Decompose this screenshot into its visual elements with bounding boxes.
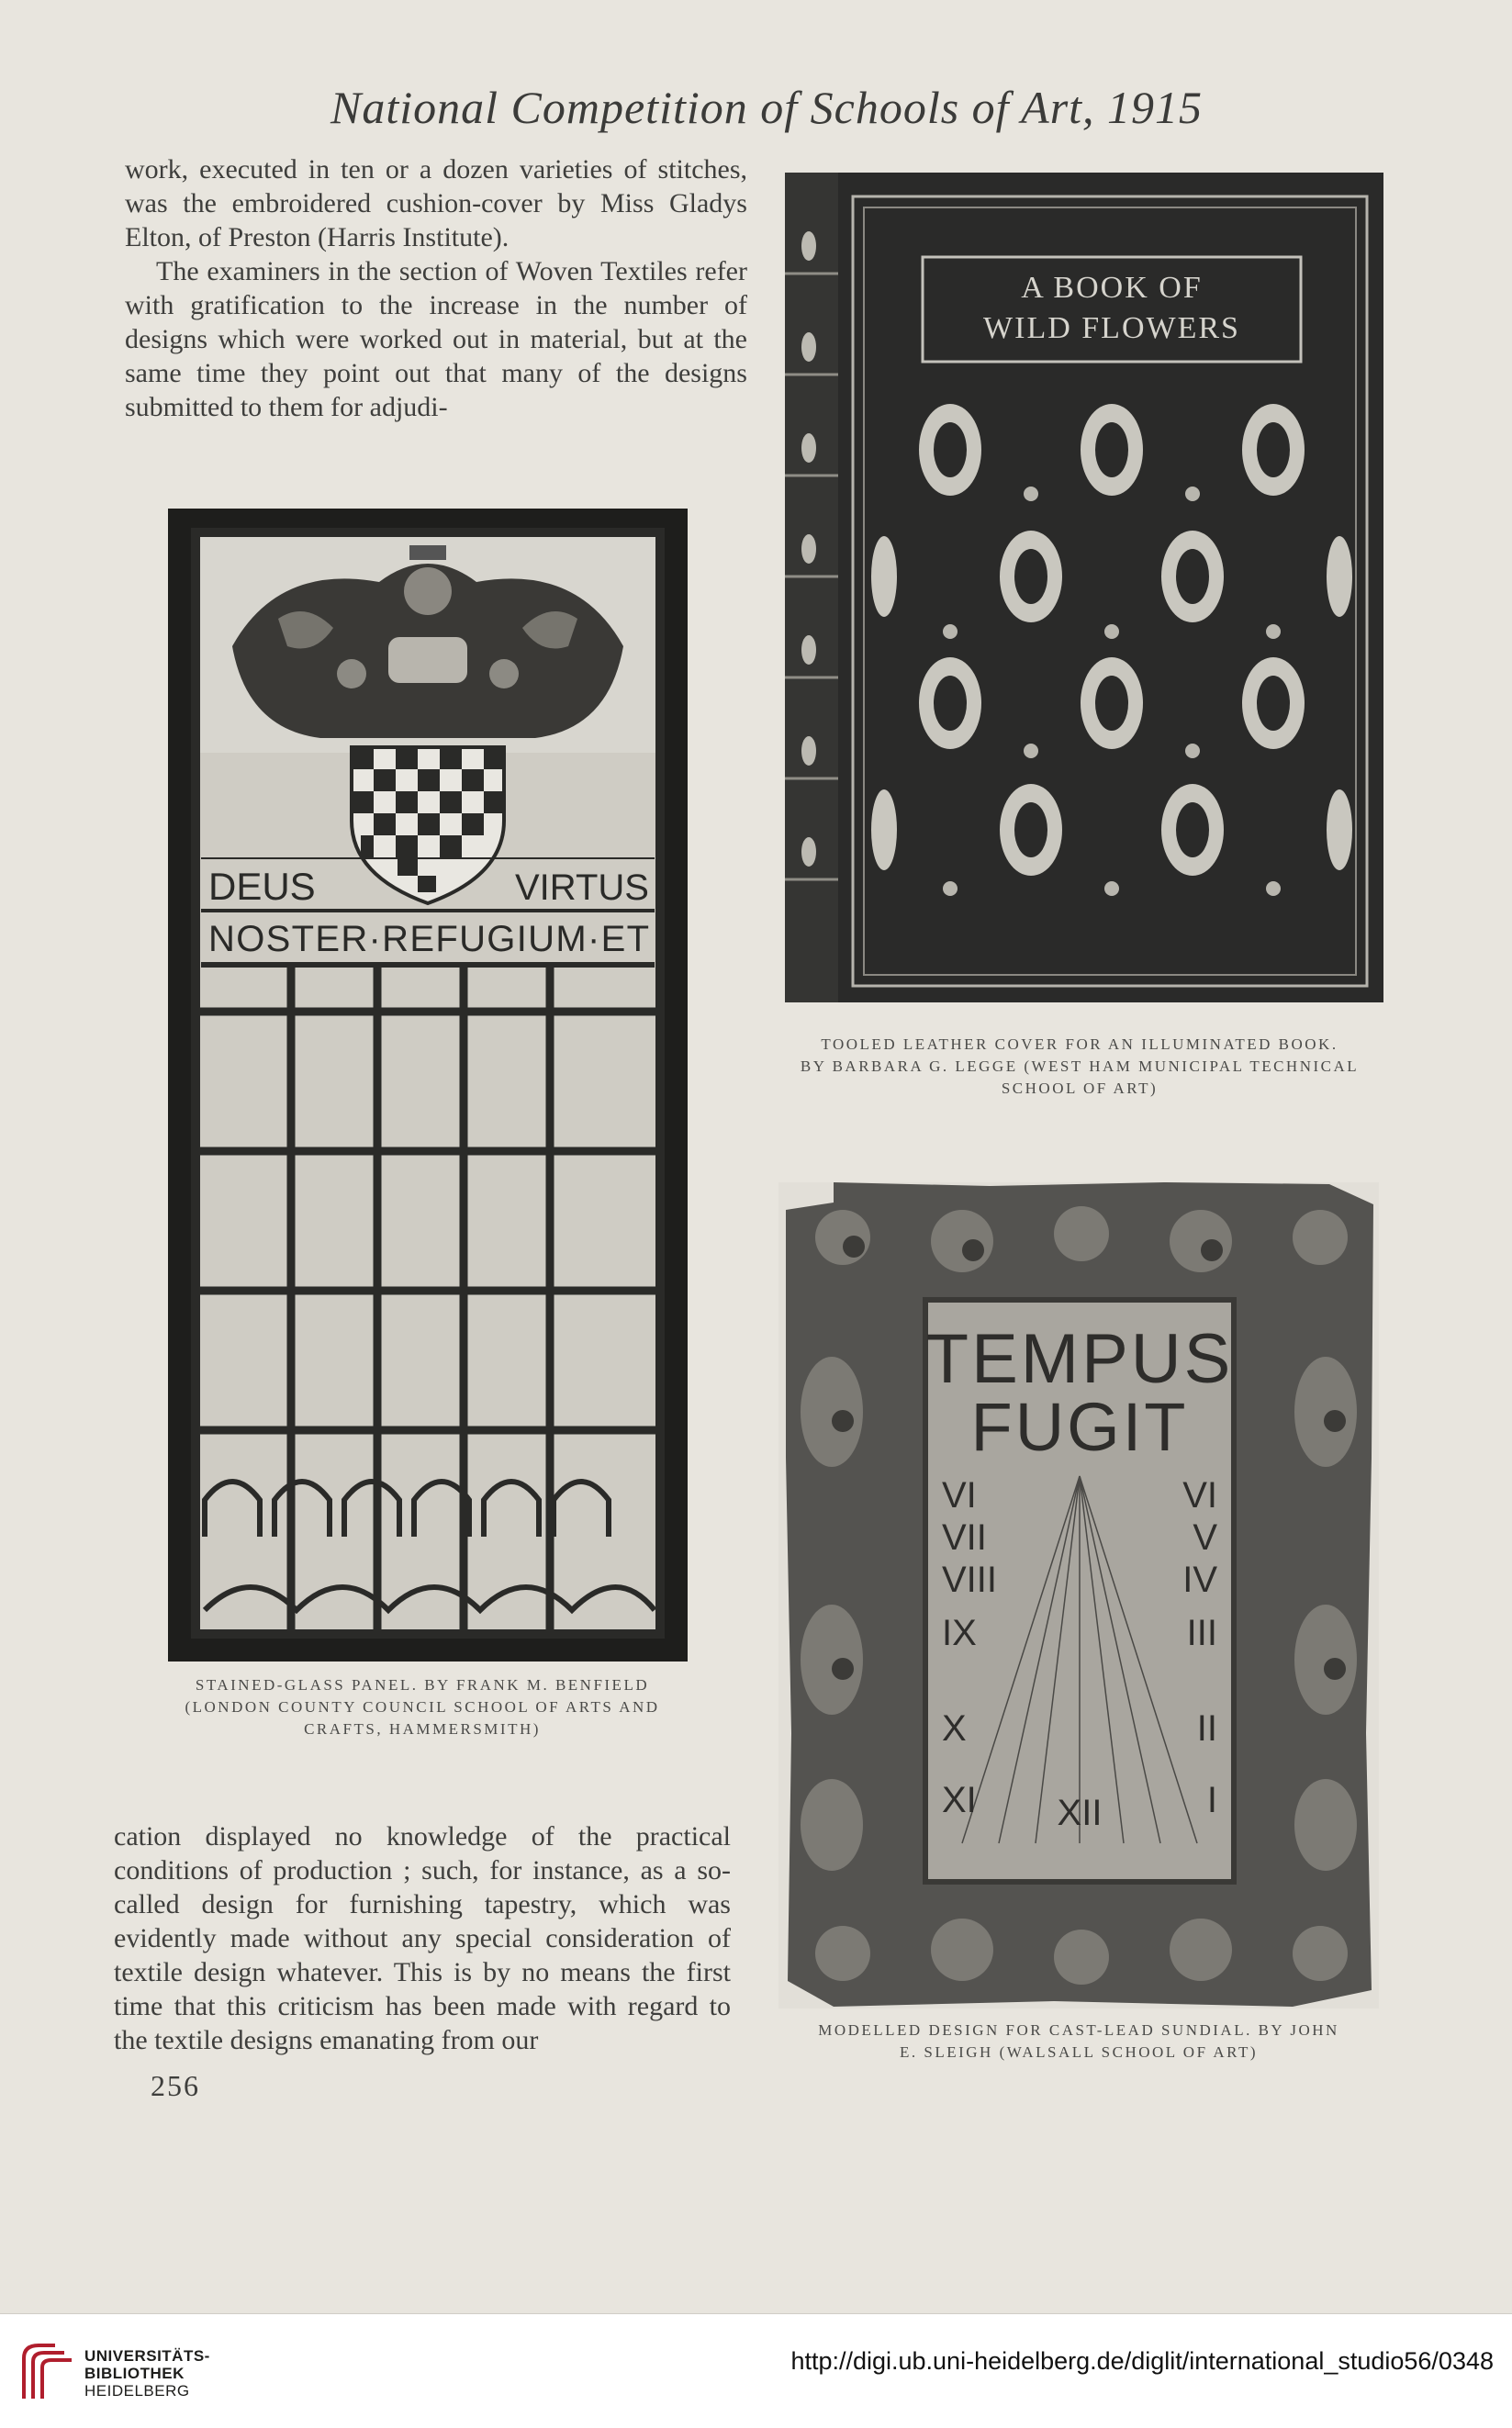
library-name-line: HEIDELBERG xyxy=(84,2382,190,2400)
numeral-right: I xyxy=(1206,1780,1217,1820)
caption-line: CRAFTS, HAMMERSMITH) xyxy=(304,1720,541,1738)
stained-glass-panel-photo xyxy=(168,509,688,1662)
numeral-right: V xyxy=(1193,1517,1217,1558)
library-logo-icon xyxy=(18,2338,75,2404)
numeral-right: III xyxy=(1186,1613,1217,1653)
library-footer xyxy=(0,2313,1512,2428)
paragraph: The examiners in the section of Woven Textiles refer with gratification to the increase in the number of designs which were worked out in material, but at the same time they point out that many of the designs submitted to them for adjudi- xyxy=(125,256,747,422)
caption-stained-glass xyxy=(147,1674,698,1740)
sundial-photo xyxy=(778,1182,1379,2008)
caption-line: (LONDON COUNTY COUNCIL SCHOOL OF ARTS AND xyxy=(185,1698,660,1716)
numeral-left: VII xyxy=(942,1517,987,1558)
library-name-line: BIBLIOTHEK xyxy=(84,2365,185,2382)
running-head: National Competition of Schools of Art, 1915 xyxy=(330,82,1204,133)
numeral-left: X xyxy=(942,1708,967,1749)
body-text-bottom xyxy=(114,1819,731,2057)
paragraph: work, executed in ten or a dozen varieties of stitches, was the embroidered cushion-cover by Miss Gladys Elton, of Preston (Harris Institute). xyxy=(125,154,747,252)
numeral-right: VI xyxy=(1182,1475,1217,1516)
sundial-motto-line1: TEMPUS xyxy=(925,1320,1234,1398)
numeral-left: VIII xyxy=(942,1560,998,1600)
caption-book-cover xyxy=(769,1034,1390,1100)
library-name-line: UNIVERSITÄTS- xyxy=(84,2347,210,2365)
paragraph: cation displayed no knowledge of the practical conditions of production ; such, for instance, as a so-called design for furnishing tapestry, which was evidently made without any special consideration of textile design whatever. This is by no means the first time that this criticism has been made with regard to the textile designs emanating from our xyxy=(114,1821,731,2055)
caption-line: E. SLEIGH (WALSALL SCHOOL OF ART) xyxy=(900,2043,1258,2061)
caption-line: TOOLED LEATHER COVER FOR AN ILLUMINATED BOOK. xyxy=(821,1035,1338,1053)
inscription-deus: DEUS xyxy=(208,865,316,908)
page-number: 256 xyxy=(151,2069,200,2102)
numeral-left: VI xyxy=(942,1475,977,1516)
book-cover-photo xyxy=(785,173,1383,1002)
source-url-link[interactable]: http://digi.ub.uni-heidelberg.de/diglit/international_studio56/0348 xyxy=(790,2347,1494,2375)
book-title-line2: WILD FLOWERS xyxy=(983,311,1240,345)
library-name xyxy=(84,2347,210,2400)
body-text-top xyxy=(125,152,747,424)
caption-line: BY BARBARA G. LEGGE (WEST HAM MUNICIPAL TECHNICAL xyxy=(800,1057,1360,1075)
caption-line: MODELLED DESIGN FOR CAST-LEAD SUNDIAL. BY JOHN xyxy=(818,2021,1339,2039)
caption-sundial xyxy=(762,2020,1395,2064)
inscription-noster: NOSTER·REFUGIUM·ET xyxy=(208,919,649,959)
caption-line: SCHOOL OF ART) xyxy=(1001,1080,1159,1097)
numeral-right: IV xyxy=(1182,1560,1217,1600)
inscription-virtus: VIRTUS xyxy=(515,867,649,908)
book-title-line1: A BOOK OF xyxy=(1021,271,1203,305)
numeral-bottom: XII xyxy=(1057,1793,1103,1833)
numeral-left: IX xyxy=(942,1613,977,1653)
numeral-right: II xyxy=(1196,1708,1217,1749)
caption-line: STAINED-GLASS PANEL. BY FRANK M. BENFIELD xyxy=(195,1676,650,1694)
sundial-motto-line2: FUGIT xyxy=(970,1389,1189,1465)
numeral-left: XI xyxy=(942,1780,977,1820)
